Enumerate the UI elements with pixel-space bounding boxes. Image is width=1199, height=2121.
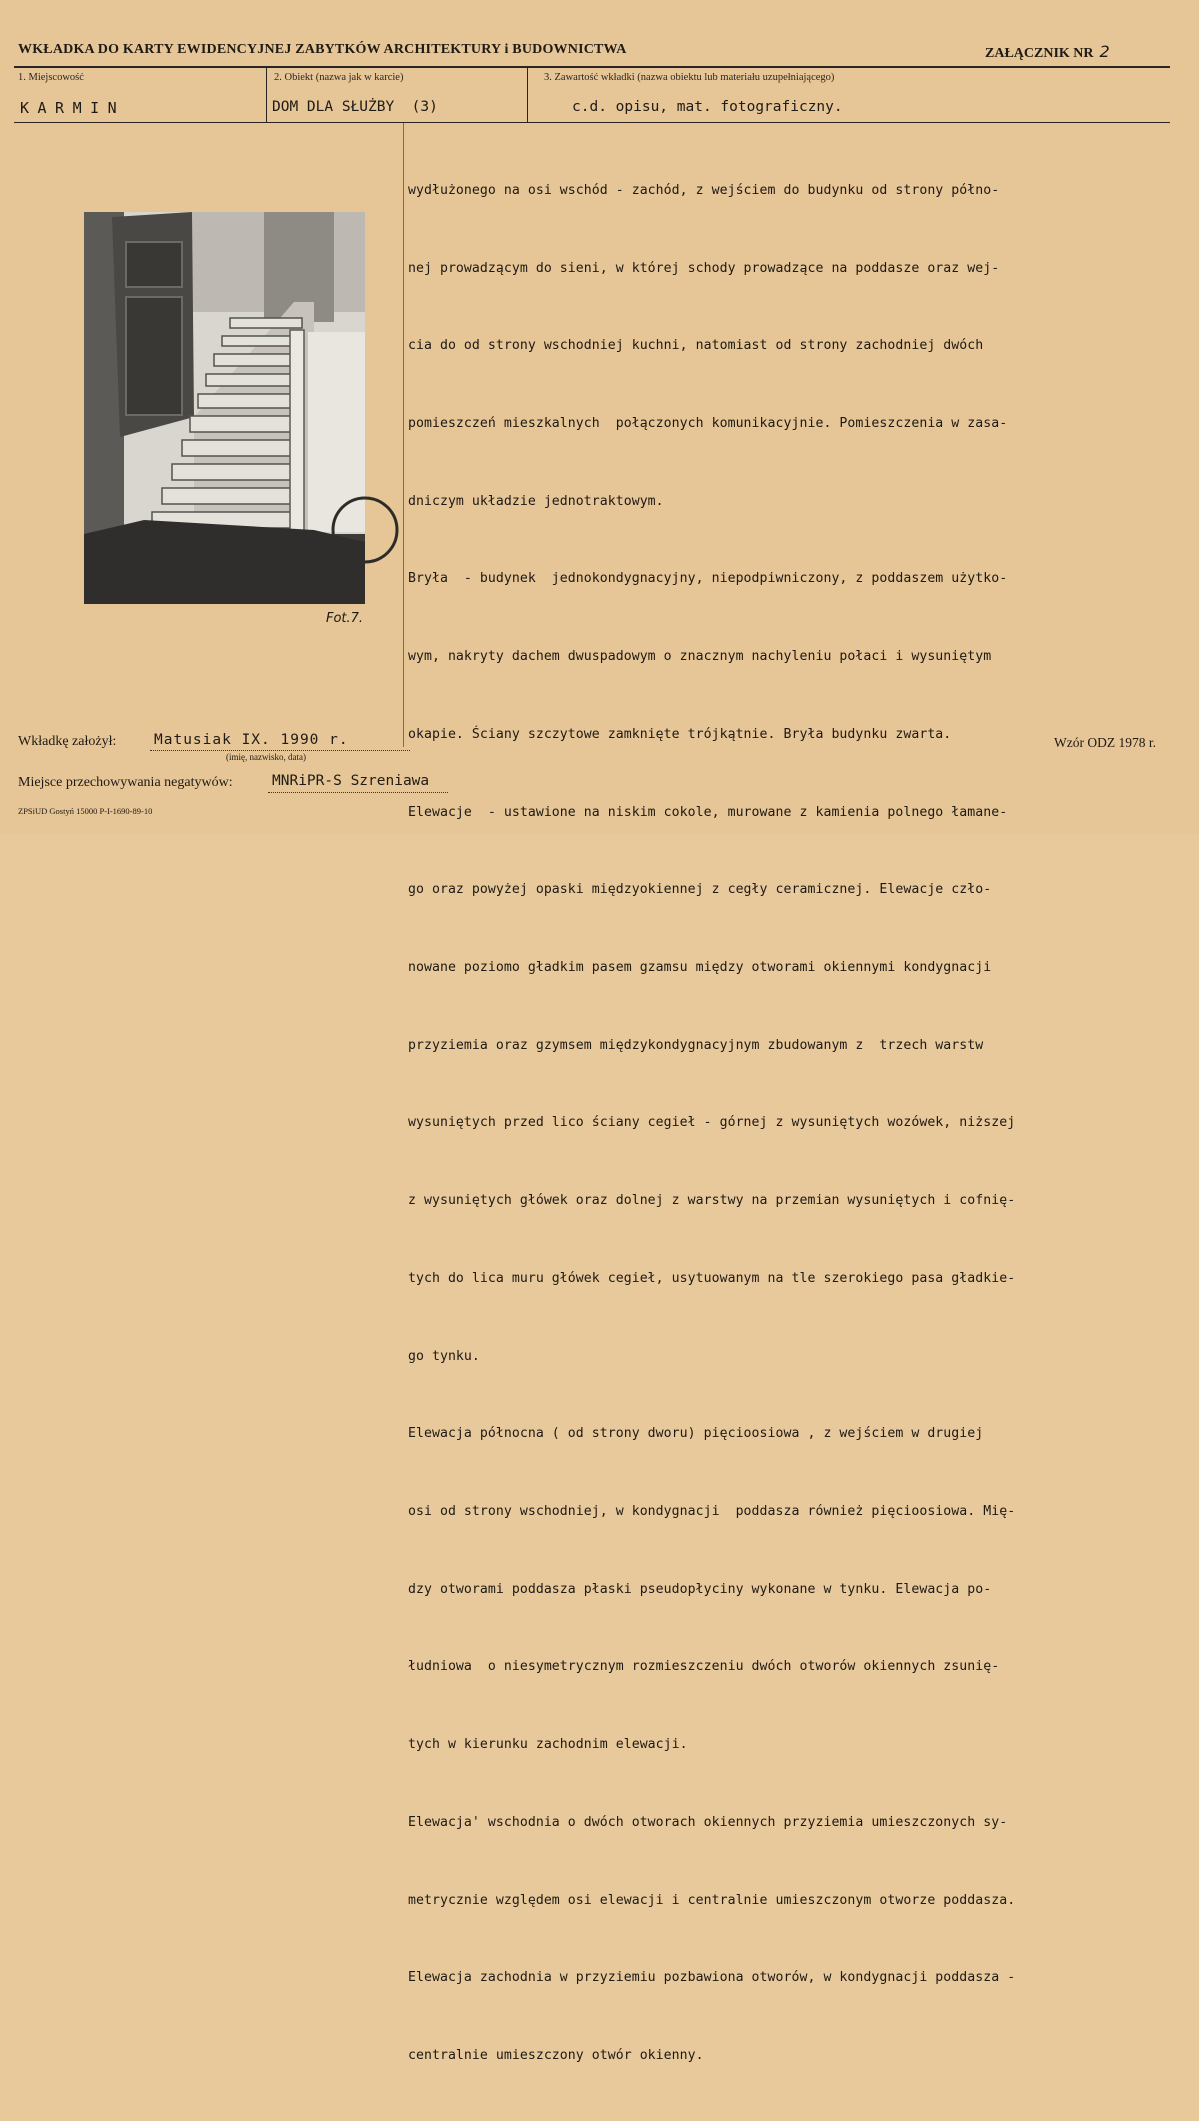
location-label: 1. Miejscowość	[18, 72, 84, 83]
attachment-number-value: 2	[1099, 42, 1110, 61]
fields-rule	[14, 122, 1170, 123]
description-line: tych do lica muru główek cegieł, usytuowanym na tle szerokiego pasa gładkie-	[408, 1270, 1016, 1286]
field-divider-1	[266, 68, 267, 123]
description-line: przyziemia oraz gzymsem międzykondygnacyjnym zbudowanym z trzech warstw	[408, 1037, 984, 1053]
negatives-underline	[268, 792, 448, 793]
description-line: Elewacje - ustawione na niskim cokole, murowane z kamienia polnego łamane-	[408, 804, 1008, 820]
description-line: centralnie umieszczony otwór okienny.	[408, 2048, 704, 2064]
field-divider-2	[527, 68, 528, 123]
content-value: c.d. opisu, mat. fotograficzny.	[572, 99, 843, 115]
description-line: łudniowa o niesymetrycznym rozmieszczeniu dwóch otworów okiennych zsunię-	[408, 1659, 1000, 1675]
location-value: KARMIN	[20, 99, 126, 117]
content-label: 3. Zawartość wkładki (nazwa obiektu lub materiału uzupełniającego)	[544, 72, 835, 83]
photo-caption: Fot.7.	[326, 611, 364, 626]
description-line: Elewacja północna ( od strony dworu) pięcioosiowa , z wejściem w drugiej	[408, 1426, 984, 1442]
description-line: wym, nakryty dachem dwuspadowym o znacznym nachyleniu połaci i wysuniętym	[408, 649, 992, 665]
description-line: dzy otworami poddasza płaski pseudopłyciny wykonane w tynku. Elewacja po-	[408, 1581, 992, 1597]
description-line: osi od strony wschodniej, w kondygnacji poddasza również pięcioosiowa. Mię-	[408, 1504, 1016, 1520]
negatives-label: Miejsce przechowywania negatywów:	[18, 775, 233, 790]
description-line: z wysuniętych główek oraz dolnej z warstwy na przemian wysuniętych i cofnię-	[408, 1193, 1016, 1209]
description-line: dniczym układzie jednotraktowym.	[408, 493, 664, 509]
negatives-value: MNRiPR-S Szreniawa	[272, 773, 430, 789]
description-line: pomieszczeń mieszkalnych połączonych komunikacyjnie. Pomieszczenia w zasa-	[408, 415, 1008, 431]
printer-note: ZPSiUD Gostyń 15000 P-I-1690-89-10	[18, 806, 153, 816]
text-column-rule	[403, 123, 404, 747]
attachment-number	[985, 42, 1110, 62]
staircase-photo-image	[84, 212, 365, 604]
description-line: metrycznie względem osi elewacji i centralnie umieszczonym otworze poddasza.	[408, 1892, 1016, 1908]
description-line: go oraz powyżej opaski międzyokiennej z cegły ceramicznej. Elewacje czło-	[408, 882, 992, 898]
description-line: Elewacja' wschodnia o dwóch otworach okiennych przyziemia umieszczonych sy-	[408, 1814, 1008, 1830]
form-code: Wzór ODZ 1978 r.	[1054, 735, 1156, 750]
description-line: wysuniętych przed lico ściany cegieł - górnej z wysuniętych wozówek, niższej	[408, 1115, 1016, 1131]
attachment-label: ZAŁĄCZNIK NR	[985, 46, 1094, 61]
author-underline	[150, 750, 410, 751]
description-line: wydłużonego na osi wschód - zachód, z wejściem do budynku od strony półno-	[408, 182, 1000, 198]
object-label: 2. Obiekt (nazwa jak w karcie)	[274, 72, 404, 83]
author-value: Matusiak IX. 1990 r.	[154, 732, 349, 748]
description-line: nej prowadzącym do sieni, w której schody prowadzące na poddasze oraz wej-	[408, 260, 1000, 276]
description-line: tych w kierunku zachodnim elewacji.	[408, 1737, 688, 1753]
description-text	[408, 126, 1180, 2121]
card-title: WKŁADKA DO KARTY EWIDENCYJNEJ ZABYTKÓW ARCHITEKTURY i BUDOWNICTWA	[18, 42, 627, 57]
header-rule	[14, 66, 1170, 68]
description-line: nowane poziomo gładkim pasem gzamsu między otworami okiennymi kondygnacji	[408, 960, 992, 975]
description-line: cia do od strony wschodniej kuchni, natomiast od strony zachodniej dwóch	[408, 338, 984, 354]
author-label: Wkładkę założył:	[18, 734, 117, 749]
description-line: okapie. Ściany szczytowe zamknięte trójkątnie. Bryła budynku zwarta.	[408, 726, 952, 742]
author-hint: (imię, nazwisko, data)	[226, 752, 306, 762]
staircase-photo	[84, 212, 365, 604]
object-value: DOM DLA SŁUŻBY (3)	[272, 99, 438, 115]
description-line: go tynku.	[408, 1348, 480, 1364]
description-line: Bryła - budynek jednokondygnacyjny, niepodpiwniczony, z poddaszem użytko-	[408, 571, 1008, 587]
description-line: Elewacja zachodnia w przyziemiu pozbawiona otworów, w kondygnacji poddasza -	[408, 1970, 1016, 1986]
